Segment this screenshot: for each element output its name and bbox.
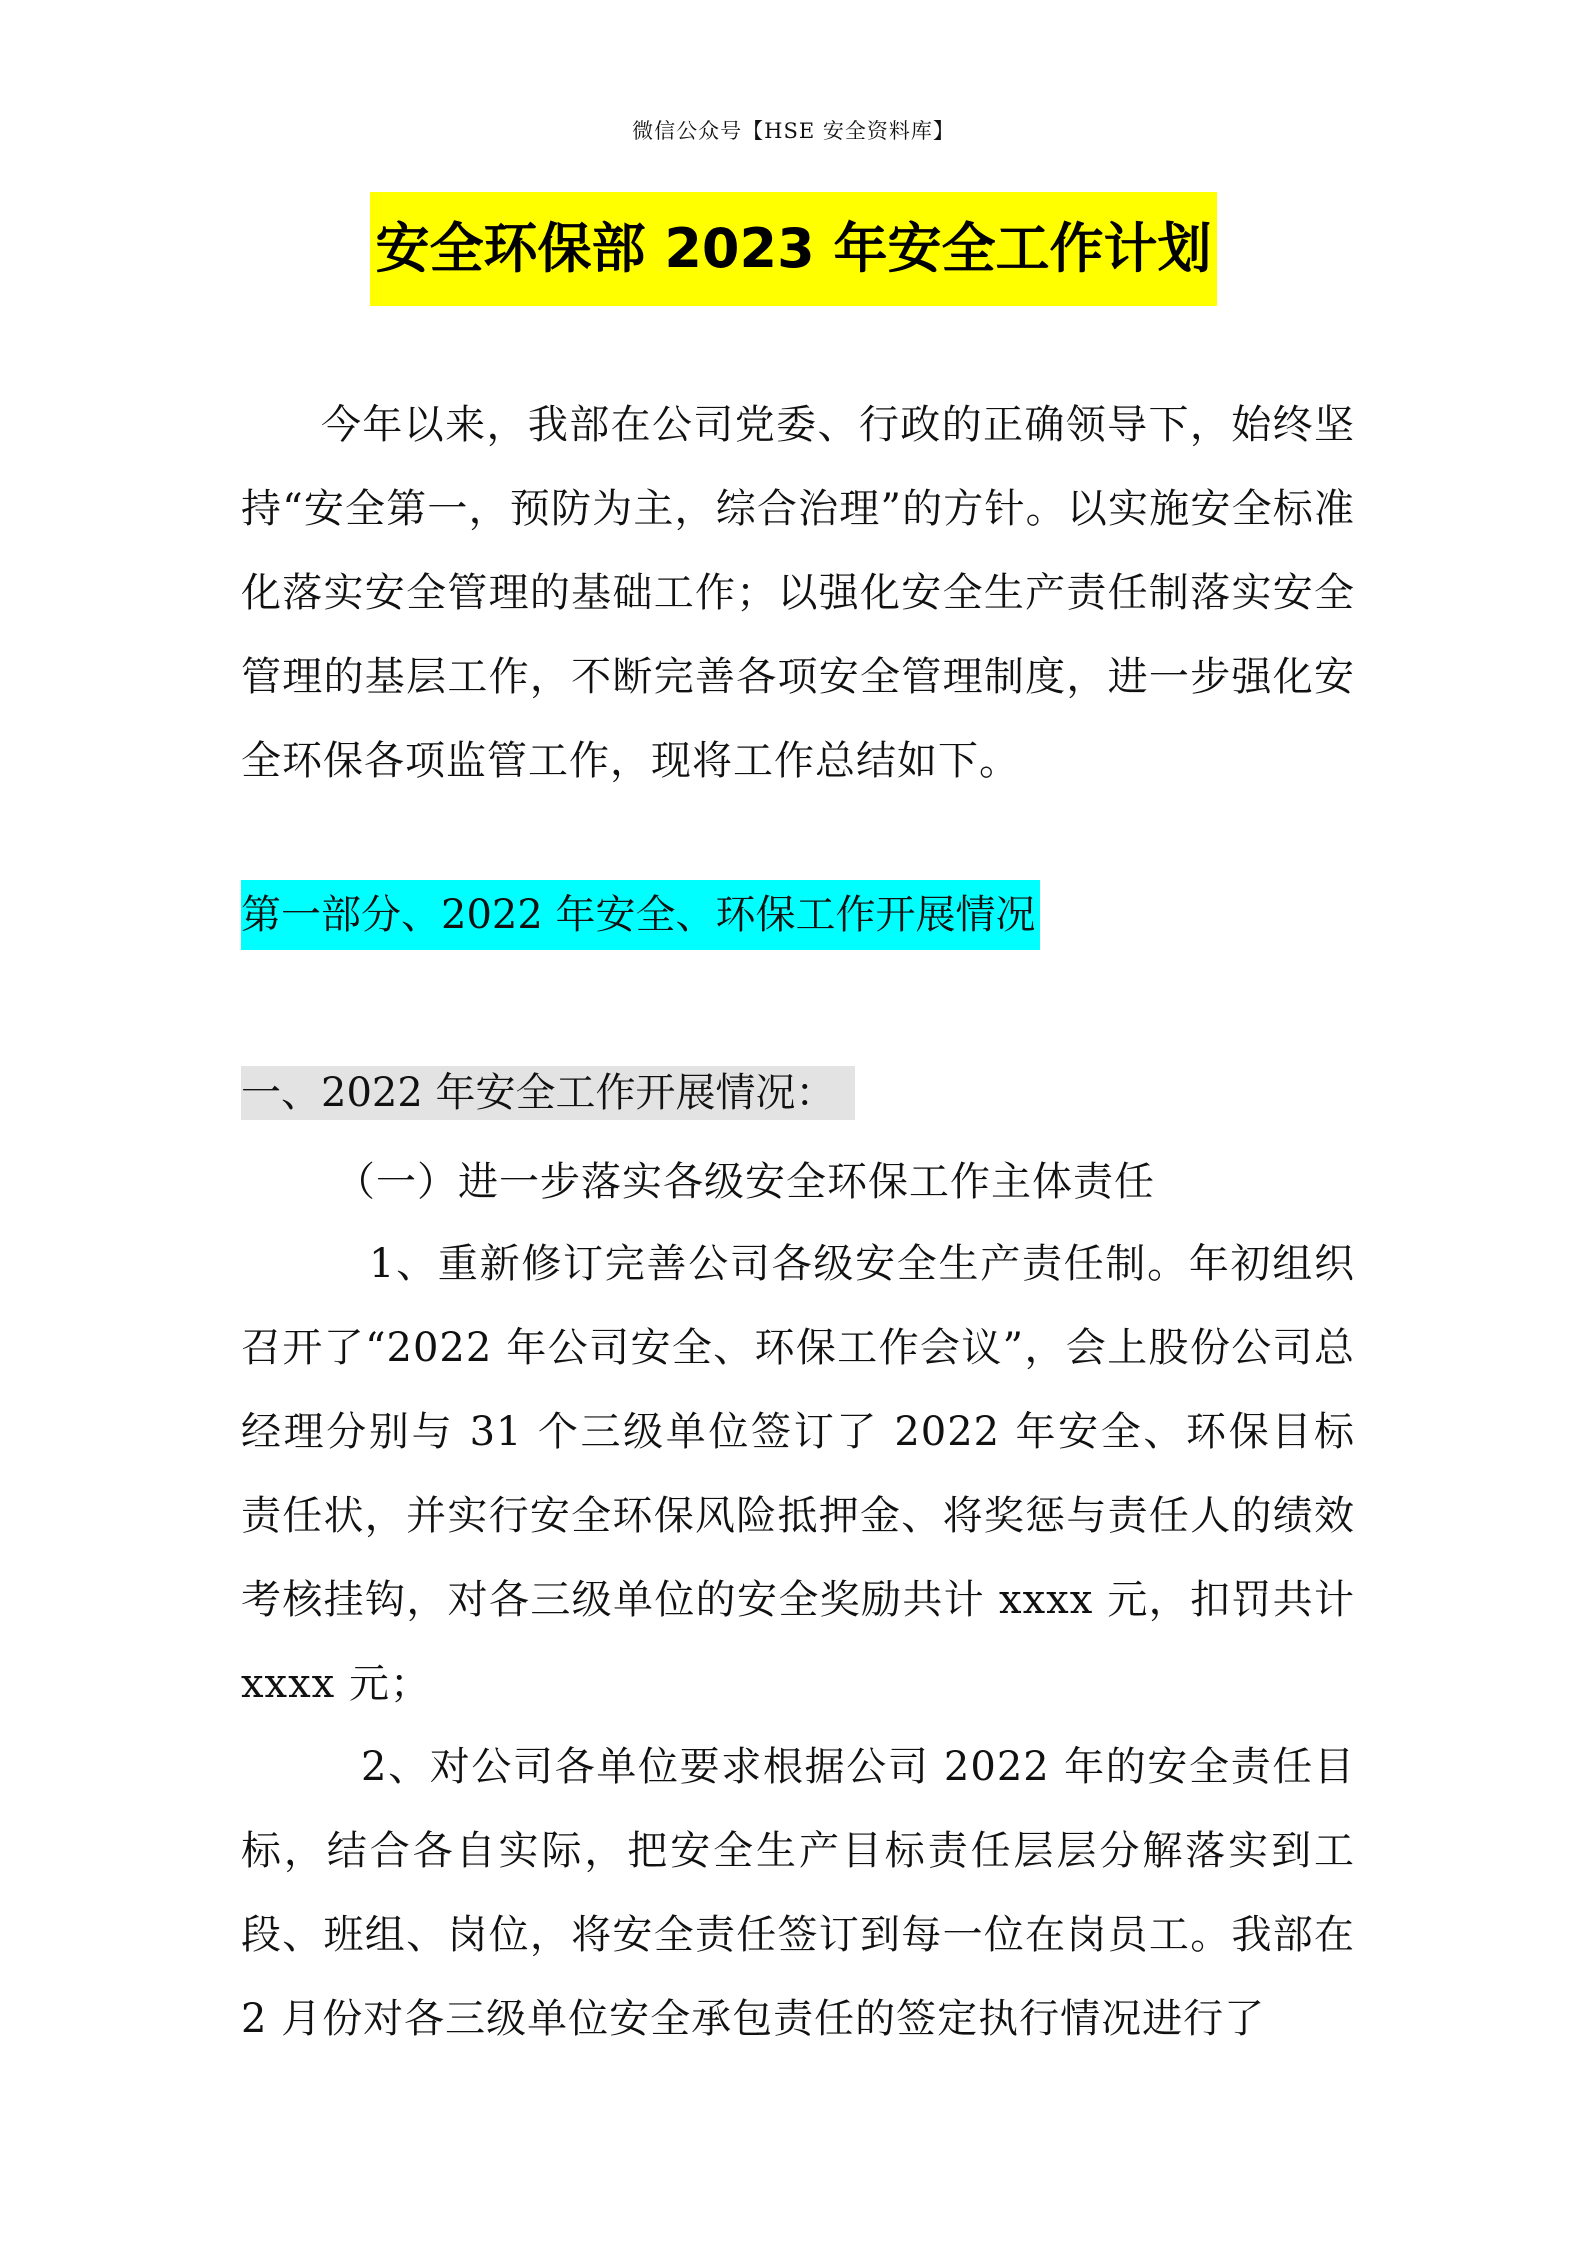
section-heading: 第一部分、2022 年安全、环保工作开展情况 [241, 880, 1040, 950]
sub-sub-heading: （一）进一步落实各级安全环保工作主体责任 [335, 1159, 1155, 1205]
document-title: 安全环保部 2023 年安全工作计划 [370, 192, 1218, 306]
title-wrapper [0, 192, 1587, 306]
sub-heading: 一、2022 年安全工作开展情况： [241, 1066, 855, 1120]
intro-paragraph: 今年以来，我部在公司党委、行政的正确领导下，始终坚持“安全第一，预防为主，综合治理”的方针。以实施安全标准化落实安全管理的基础工作；以强化安全生产责任制落实安全管理的基层工作，不断完善各项安全管理制度，进一步强化安全环保各项监管工作，现将工作总结如下。 [241, 402, 1355, 784]
header-note: 微信公众号【HSE 安全资料库】 [632, 119, 955, 143]
list-item: 2、对公司各单位要求根据公司 2022 年的安全责任目标，结合各自实际，把安全生产目标责任层层分解落实到工段、班组、岗位，将安全责任签订到每一位在岗员工。我部在 2 月份对各三级单位安全承包责任的签定执行情况进行了 [241, 1744, 1355, 2042]
list-item: 1、重新修订完善公司各级安全生产责任制。年初组织召开了“2022 年公司安全、环保工作会议”，会上股份公司总经理分别与 31 个三级单位签订了 2022 年安全、环保目标责任状，并实行安全环保风险抵押金、将奖惩与责任人的绩效考核挂钩，对各三级单位的安全奖励共计 xxxx 元，扣罚共计 xxxx 元； [241, 1241, 1355, 1707]
